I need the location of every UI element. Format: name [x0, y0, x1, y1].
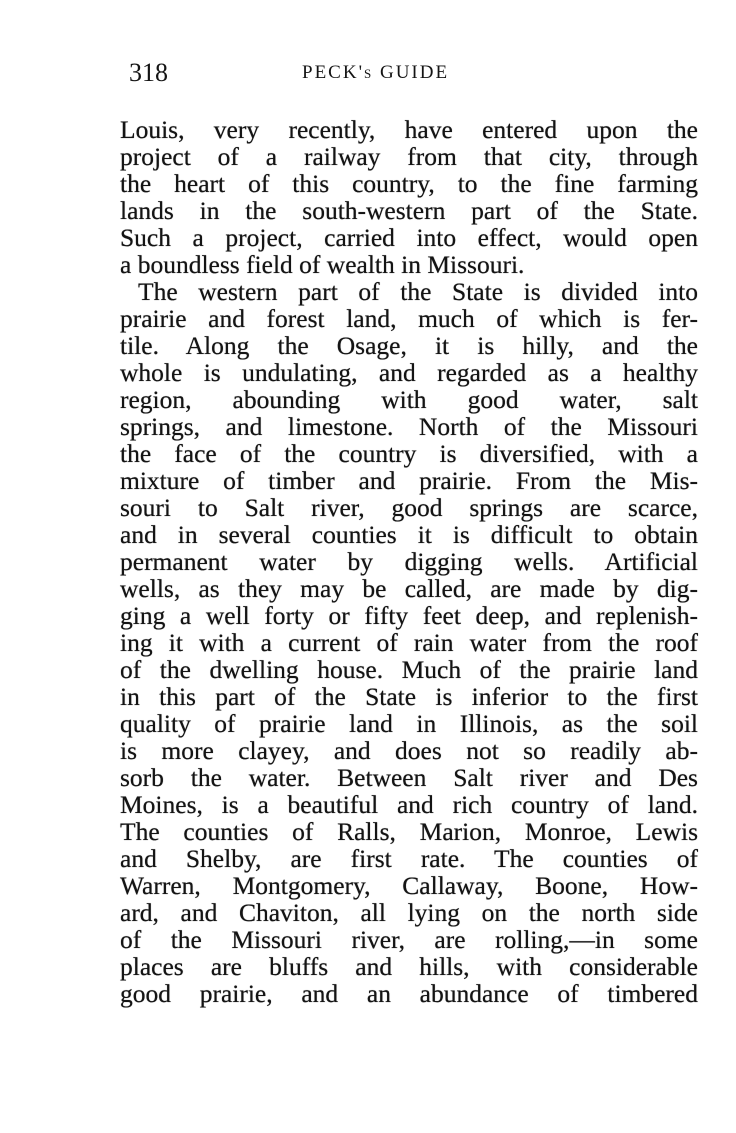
text-line: quality of prairie land in Illinois, as the soil	[120, 709, 698, 738]
text-line: is more clayey, and does not so readily ab-	[120, 736, 698, 765]
text-line: wells, as they may be called, are made by dig-	[120, 574, 698, 603]
page-number: 318	[129, 58, 168, 87]
text-line: souri to Salt river, good springs are scarce,	[120, 493, 698, 522]
text-line: The western part of the State is divided into	[138, 277, 698, 306]
text-line: a boundless field of wealth in Missouri.	[120, 250, 525, 279]
text-line: The counties of Ralls, Marion, Monroe, Lewis	[120, 817, 698, 846]
text-line: the heart of this country, to the fine farming	[120, 169, 698, 198]
text-line: the face of the country is diversified, with a	[120, 439, 698, 468]
text-line: whole is undulating, and regarded as a healthy	[120, 358, 698, 387]
running-head: PECK's GUIDE	[302, 62, 450, 83]
text-line: of the Missouri river, are rolling,—in some	[120, 925, 698, 954]
text-line: prairie and forest land, much of which is fer-	[120, 304, 698, 333]
text-line: permanent water by digging wells. Artificial	[120, 547, 698, 576]
text-line: of the dwelling house. Much of the prairie land	[120, 655, 698, 684]
text-line: places are bluffs and hills, with considerable	[120, 952, 698, 981]
text-line: ing it with a current of rain water from the roof	[120, 628, 698, 657]
text-line: in this part of the State is inferior to the first	[120, 682, 698, 711]
text-line: sorb the water. Between Salt river and Des	[120, 763, 698, 792]
text-line: Such a project, carried into effect, would open	[120, 223, 698, 252]
text-line: Louis, very recently, have entered upon the	[120, 115, 698, 144]
text-line: mixture of timber and prairie. From the Mis-	[120, 466, 698, 495]
text-line: good prairie, and an abundance of timbered	[120, 979, 698, 1008]
text-line: region, abounding with good water, salt	[120, 385, 698, 414]
text-line: Moines, is a beautiful and rich country of land.	[120, 790, 698, 819]
body-text	[120, 116, 698, 1007]
text-line: lands in the south-western part of the State.	[120, 196, 698, 225]
text-line: project of a railway from that city, through	[120, 142, 698, 171]
text-line: Warren, Montgomery, Callaway, Boone, How-	[120, 871, 698, 900]
text-line: ard, and Chaviton, all lying on the north side	[120, 898, 698, 927]
text-line: and Shelby, are first rate. The counties of	[120, 844, 698, 873]
text-line: ging a well forty or fifty feet deep, and replenish-	[120, 601, 698, 630]
text-line: and in several counties it is difficult to obtain	[120, 520, 698, 549]
text-line: tile. Along the Osage, it is hilly, and the	[120, 331, 698, 360]
text-line: springs, and limestone. North of the Missouri	[120, 412, 698, 441]
